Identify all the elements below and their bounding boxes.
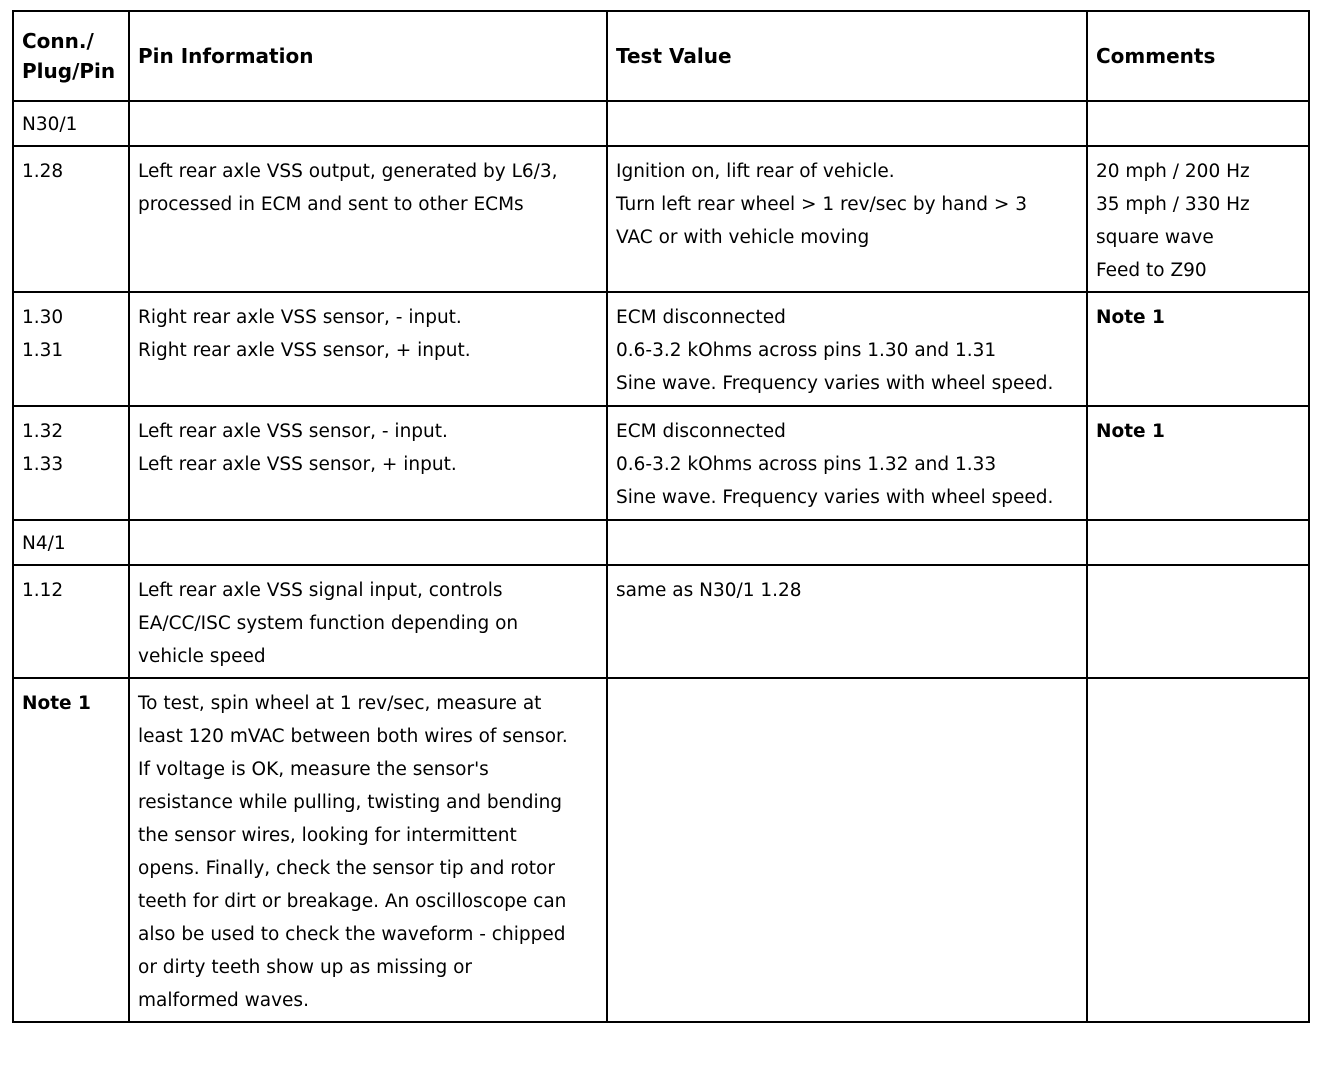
header-pin-information: Pin Information bbox=[129, 11, 607, 101]
conn-cell bbox=[13, 520, 129, 565]
test-value-line: Turn left rear wheel > 1 rev/sec by hand > 3 bbox=[616, 194, 1027, 215]
note-label: Note 1 bbox=[22, 693, 91, 714]
header-conn-line2: Plug/Pin bbox=[22, 59, 116, 83]
test-value-cell bbox=[607, 406, 1087, 520]
pin-info-line: Right rear axle VSS sensor, + input. bbox=[138, 340, 471, 361]
note-line: also be used to check the waveform - chipped bbox=[138, 924, 566, 945]
test-value-cell bbox=[607, 520, 1087, 565]
test-value-line: 0.6-3.2 kOhms across pins 1.32 and 1.33 bbox=[616, 454, 997, 475]
test-value-line: Sine wave. Frequency varies with wheel speed. bbox=[616, 487, 1054, 508]
conn-cell bbox=[13, 292, 129, 406]
pin-info-line: vehicle speed bbox=[138, 646, 266, 667]
pin-info-cell bbox=[129, 101, 607, 146]
comment-line: 20 mph / 200 Hz bbox=[1096, 161, 1250, 182]
comments-cell bbox=[1087, 101, 1309, 146]
test-value-line: VAC or with vehicle moving bbox=[616, 227, 870, 248]
pin-info-cell bbox=[129, 406, 607, 520]
note-line: the sensor wires, looking for intermittent bbox=[138, 825, 517, 846]
pin-info-line: Left rear axle VSS sensor, + input. bbox=[138, 454, 457, 475]
conn-label: 1.12 bbox=[22, 580, 64, 601]
table-row-section-n4-1 bbox=[13, 520, 1309, 565]
note-line: opens. Finally, check the sensor tip and rotor bbox=[138, 858, 555, 879]
table-row-1-30-1-31 bbox=[13, 292, 1309, 406]
note-line: malformed waves. bbox=[138, 990, 309, 1011]
note-line: or dirty teeth show up as missing or bbox=[138, 957, 473, 978]
conn-cell bbox=[13, 406, 129, 520]
comment-line: square wave bbox=[1096, 227, 1214, 248]
pin-info-cell bbox=[129, 520, 607, 565]
test-value-line: ECM disconnected bbox=[616, 307, 786, 328]
test-value-cell bbox=[607, 292, 1087, 406]
note-reference: Note 1 bbox=[1096, 421, 1165, 442]
comments-cell bbox=[1087, 678, 1309, 1022]
pin-info-line: EA/CC/ISC system function depending on bbox=[138, 613, 519, 634]
conn-cell bbox=[13, 146, 129, 292]
pin-info-cell bbox=[129, 146, 607, 292]
conn-label: N4/1 bbox=[22, 533, 66, 554]
test-value-line: same as N30/1 1.28 bbox=[616, 580, 802, 601]
test-value-cell bbox=[607, 101, 1087, 146]
table-row-1-28 bbox=[13, 146, 1309, 292]
pin-info-cell bbox=[129, 565, 607, 678]
test-value-cell bbox=[607, 678, 1087, 1022]
note-line: least 120 mVAC between both wires of sensor. bbox=[138, 726, 568, 747]
note-line: resistance while pulling, twisting and bending bbox=[138, 792, 563, 813]
comments-cell bbox=[1087, 565, 1309, 678]
comments-cell bbox=[1087, 146, 1309, 292]
pin-info-cell bbox=[129, 678, 607, 1022]
comment-line: Feed to Z90 bbox=[1096, 260, 1207, 281]
comments-cell bbox=[1087, 406, 1309, 520]
header-conn-line1: Conn./ bbox=[22, 29, 94, 53]
test-value-line: 0.6-3.2 kOhms across pins 1.30 and 1.31 bbox=[616, 340, 997, 361]
conn-label: 1.33 bbox=[22, 454, 64, 475]
comment-line: 35 mph / 330 Hz bbox=[1096, 194, 1250, 215]
table-row-note-1 bbox=[13, 678, 1309, 1022]
pin-info-line: Left rear axle VSS sensor, - input. bbox=[138, 421, 448, 442]
test-value-line: ECM disconnected bbox=[616, 421, 786, 442]
table-row-1-12 bbox=[13, 565, 1309, 678]
table-row-section-n30-1 bbox=[13, 101, 1309, 146]
test-value-line: Ignition on, lift rear of vehicle. bbox=[616, 161, 895, 182]
table-header-row bbox=[13, 11, 1309, 101]
pin-info-line: Left rear axle VSS output, generated by L6/3, bbox=[138, 161, 558, 182]
note-line: If voltage is OK, measure the sensor's bbox=[138, 759, 489, 780]
note-line: To test, spin wheel at 1 rev/sec, measure at bbox=[138, 693, 542, 714]
comments-cell bbox=[1087, 292, 1309, 406]
test-value-cell bbox=[607, 565, 1087, 678]
note-reference: Note 1 bbox=[1096, 307, 1165, 328]
conn-label: 1.31 bbox=[22, 340, 64, 361]
header-test-value: Test Value bbox=[607, 11, 1087, 101]
conn-cell bbox=[13, 678, 129, 1022]
header-conn-plug-pin bbox=[13, 11, 129, 101]
comments-cell bbox=[1087, 520, 1309, 565]
conn-label: 1.32 bbox=[22, 421, 64, 442]
conn-label: 1.28 bbox=[22, 161, 64, 182]
conn-cell bbox=[13, 101, 129, 146]
pin-info-cell bbox=[129, 292, 607, 406]
test-value-cell bbox=[607, 146, 1087, 292]
pin-info-line: Left rear axle VSS signal input, controls bbox=[138, 580, 503, 601]
pin-information-table bbox=[12, 10, 1310, 1023]
note-line: teeth for dirt or breakage. An oscilloscope can bbox=[138, 891, 567, 912]
pin-info-line: Right rear axle VSS sensor, - input. bbox=[138, 307, 462, 328]
test-value-line: Sine wave. Frequency varies with wheel speed. bbox=[616, 373, 1054, 394]
conn-label: 1.30 bbox=[22, 307, 64, 328]
conn-label: N30/1 bbox=[22, 114, 78, 135]
header-comments: Comments bbox=[1087, 11, 1309, 101]
table-row-1-32-1-33 bbox=[13, 406, 1309, 520]
pin-info-line: processed in ECM and sent to other ECMs bbox=[138, 194, 524, 215]
conn-cell bbox=[13, 565, 129, 678]
